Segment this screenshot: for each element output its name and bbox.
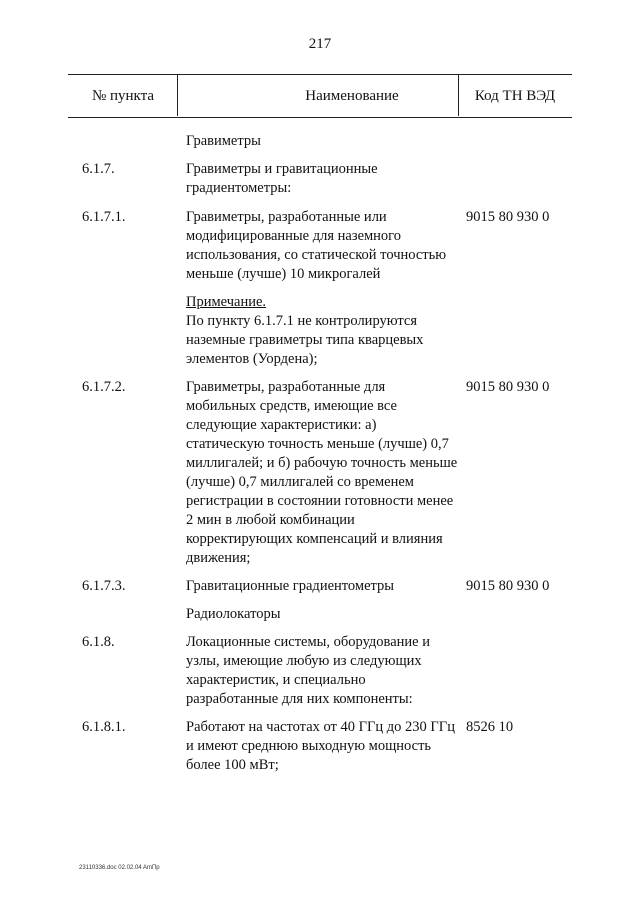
table-row	[68, 605, 572, 624]
row-code: 9015 80 930 0	[466, 379, 550, 395]
table-body	[68, 128, 572, 775]
header-code-column: Код ТН ВЭД	[474, 88, 556, 104]
row-number: 6.1.7.	[82, 161, 115, 177]
header-divider	[458, 74, 459, 116]
table-row	[68, 208, 572, 284]
row-name: Радиолокаторы	[186, 606, 281, 622]
row-number: 6.1.7.1.	[82, 209, 126, 225]
row-name: Гравиметры, разработанные для мобильных средств, имеющие все следующие характеристики: а) статическую точность меньше (лучше) 0,7 миллигалей; и б) рабочую точность меньше (лучше) 0,7 миллигалей со временем регистрации в состоянии готовности менее 2 мин в любой комбинации корректирующих компенсаций и влияния движения;	[186, 379, 458, 566]
note-title: Примечание.	[186, 294, 267, 310]
header-name-column: Наименование	[305, 88, 399, 104]
header-number-column: № пункта	[91, 88, 155, 104]
table-row	[68, 718, 572, 775]
note-text: По пункту 6.1.7.1 не контролируются наземные гравиметры типа кварцевых элементов (Уордена);	[186, 313, 424, 367]
row-code: 9015 80 930 0	[466, 578, 550, 594]
document-footer: 23110336.doc 02.02.04 AmПр	[79, 865, 160, 871]
row-name: Работают на частотах от 40 ГГц до 230 ГГц и имеют среднюю выходную мощность более 100 мВт;	[186, 719, 455, 773]
header-divider	[177, 74, 178, 116]
row-name: Гравиметры, разработанные или модифицированные для наземного использования, со статической точностью меньше (лучше) 10 микрогалей	[186, 209, 447, 282]
table-row	[68, 577, 572, 596]
row-name: Гравиметры и гравитационные градиентометры:	[186, 161, 378, 196]
row-name: Локационные системы, оборудование и узлы, имеющие любую из следующих характеристик, и специально разработанные для них компоненты:	[186, 634, 430, 707]
row-number: 6.1.8.1.	[82, 719, 126, 735]
page-number: 217	[308, 36, 332, 52]
row-code: 9015 80 930 0	[466, 209, 550, 225]
row-number: 6.1.8.	[82, 634, 115, 650]
table-row	[68, 132, 572, 151]
table-row	[68, 378, 572, 568]
table-row	[68, 633, 572, 709]
row-name: Гравитационные градиентометры	[186, 578, 395, 594]
note-block	[186, 293, 458, 369]
row-code: 8526 10	[466, 719, 514, 735]
row-number: 6.1.7.3.	[82, 578, 126, 594]
row-name: Гравиметры	[186, 133, 261, 149]
table-row	[68, 160, 572, 198]
table-row-note	[68, 293, 572, 369]
table-header	[68, 74, 572, 118]
row-number: 6.1.7.2.	[82, 379, 126, 395]
